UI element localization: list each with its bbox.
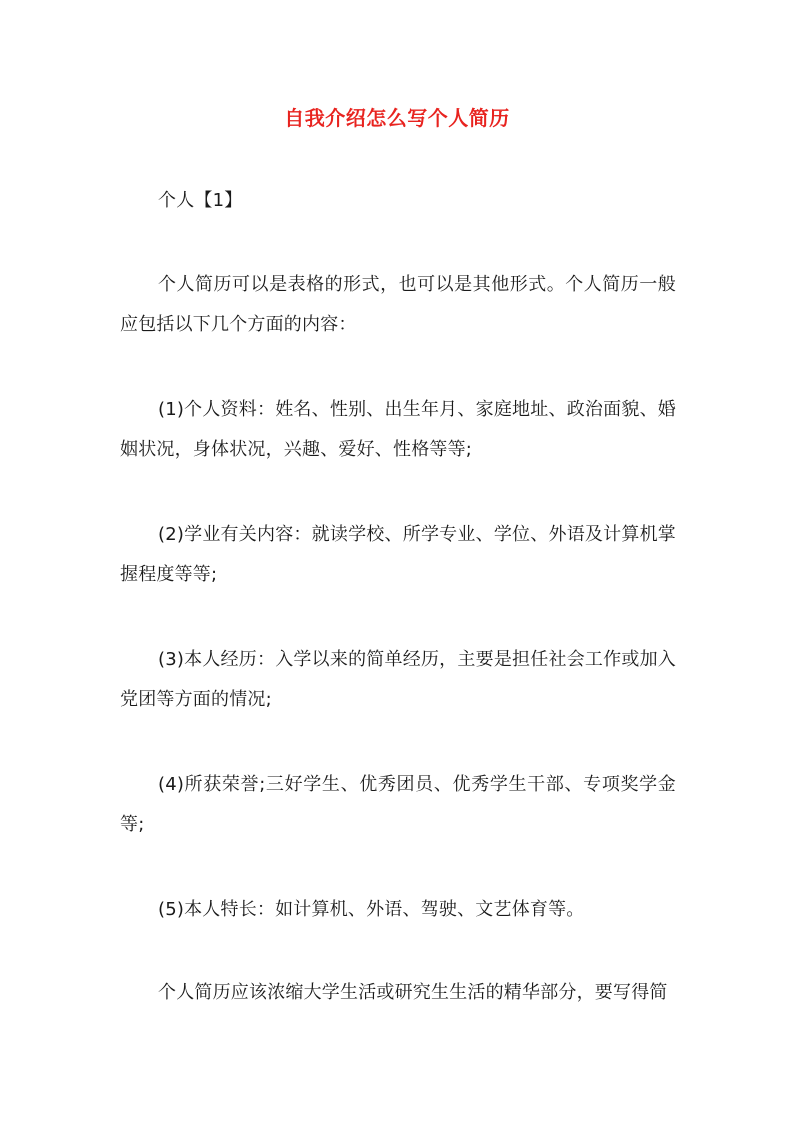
paragraph-item-2: (2)学业有关内容：就读学校、所学专业、学位、外语及计算机掌握程度等等; (120, 524, 676, 585)
paragraph-closing: 个人简历应该浓缩大学生活或研究生生活的精华部分，要写得简 (158, 982, 668, 1003)
paragraph-item-5: (5)本人特长：如计算机、外语、驾驶、文艺体育等。 (158, 899, 585, 920)
paragraph-intro: 个人简历可以是表格的形式，也可以是其他形式。个人简历一般应包括以下几个方面的内容： (120, 274, 676, 335)
document-title: 自我介绍怎么写个人简历 (284, 106, 510, 130)
paragraph-item-1: (1)个人资料：姓名、性别、出生年月、家庭地址、政治面貌、婚姻状况，身体状况，兴趣、爱好、性格等等; (120, 399, 676, 460)
paragraph-item-3: (3)本人经历：入学以来的简单经历，主要是担任社会工作或加入党团等方面的情况; (120, 649, 676, 710)
paragraph-heading: 个人【1】 (158, 190, 243, 211)
paragraph-item-4: (4)所获荣誉;三好学生、优秀团员、优秀学生干部、专项奖学金等; (120, 774, 676, 835)
